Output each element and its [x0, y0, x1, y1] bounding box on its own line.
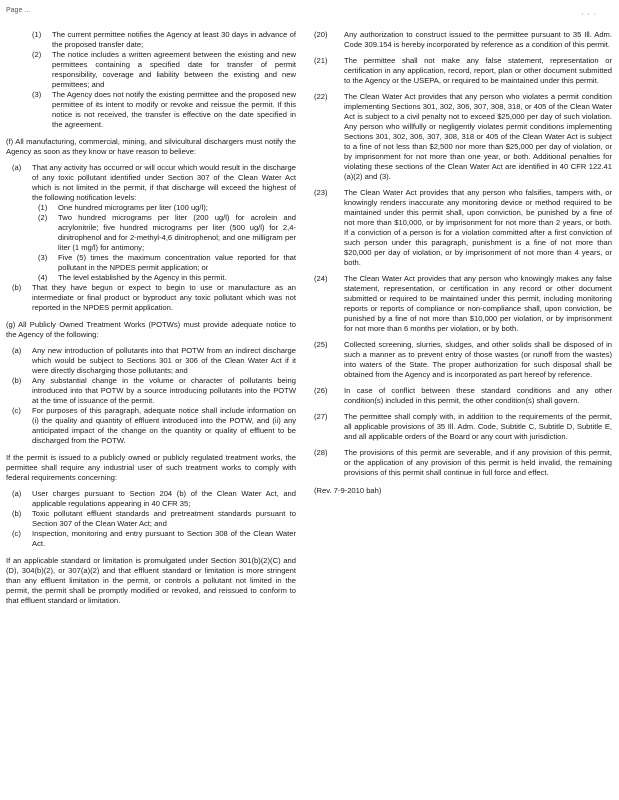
condition-item: (24) The Clean Water Act provides that any person who knowingly makes any false statement, representation, or certification in any record or other document submitted or required to be maintained under this permit, including monitoring reports or reports of compliance or non-compliance shall, upon conviction, be punished by a fine of not more than $10,000 per violation, or by imprisonment for not more than 6 months per violation, or by both. — [314, 274, 612, 333]
section-intro: (g) All Publicly Owned Treatment Works (POTWs) must provide adequate notice to the Agency of the following: — [6, 320, 296, 339]
revision-note: (Rev. 7-9-2010 bah) — [314, 486, 382, 495]
section-intro: (f) All manufacturing, commercial, mining, and silvicultural dischargers must notify the Agency as soon as they know or have reason to believe: — [6, 137, 296, 156]
list-item: (1) One hundred micrograms per liter (100 ug/l); — [38, 203, 208, 212]
list-item: (b) That they have begun or expect to begin to use or manufacture as an intermediate or final product or byproduct any toxic pollutant which was not reported in the NPDES permit application. — [12, 283, 296, 312]
right-column — [314, 30, 612, 496]
condition-item: (21) The permittee shall not make any false statement, representation or certification in any application, record, report, plan or other document submitted to the Agency or the USEPA, or required to be maintained under this permit. — [314, 56, 612, 85]
section-effluent-standard: If an applicable standard or limitation is promulgated under Section 301(b)(2)(C) and (D), 304(b)(2), or 307(a)(2) and that effluent standard or limitation is more stringent than any effluent limitation in the permit, or controls a pollutant not limited in the permit, the permit shall be promptly modified or revoked, and reissued to conform to that effluent standard or limitation. — [6, 556, 296, 605]
list-item: (a) User charges pursuant to Section 204 (b) of the Clean Water Act, and applicable regulations appearing in 40 CFR 35; — [12, 489, 296, 508]
section-dischargers-notify — [6, 137, 296, 313]
condition-item: (20) Any authorization to construct issued to the permittee pursuant to 35 Ill. Adm. Code 309.154 is hereby incorporated by reference as a condition of this permit. — [314, 30, 612, 49]
list-item: (c) Inspection, monitoring and entry pursuant to Section 308 of the Clean Water Act. — [12, 529, 296, 548]
condition-item: (25) Collected screening, slurries, sludges, and other solids shall be disposed of in such a manner as to prevent entry of those wastes (or runoff from the wastes) into waters of the State. The proper authorization for such disposal shall be obtained from the Agency and is incorporated as part hereof by reference. — [314, 340, 612, 379]
list-item: (1) The current permittee notifies the Agency at least 30 days in advance of the proposed transfer date; — [32, 30, 296, 49]
list-item: (a) That any activity has occurred or will occur which would result in the discharge of any toxic pollutant identified under Section 307 of the Clean Water Act which is not limited in the permit, if that discharge will exceed the highest of the following notification levels: — [12, 163, 296, 202]
condition-item: (26) In case of conflict between these standard conditions and any other condition(s) included in this permit, the other condition(s) shall govern. — [314, 386, 612, 405]
transfer-conditions-list — [6, 30, 296, 130]
corner-mark: · · · — [581, 11, 597, 18]
condition-item: (27) The permittee shall comply with, in addition to the requirements of the permit, all applicable provisions of 35 Ill. Adm. Code, Subtitle C, Subtitle D, Subtitle E, and all applicable orders of the Board or any court with jurisdiction. — [314, 412, 612, 441]
list-item: (3) Five (5) times the maximum concentration value reported for that pollutant in the NPDES permit application; or — [38, 253, 296, 272]
list-item: (4) The level established by the Agency in this permit. — [38, 273, 227, 282]
condition-item: (28) The provisions of this permit are severable, and if any provision of this permit, or the application of any provision of this permit is held invalid, the remaining provisions of this permit shall continue in full force and effect. — [314, 448, 612, 477]
list-item: (2) The notice includes a written agreement between the existing and new permittees containing a specified date for transfer of permit responsibility, coverage and liability between the existing and new permittees; and — [32, 50, 296, 89]
left-column — [6, 30, 296, 612]
list-item: (c) For purposes of this paragraph, adequate notice shall include information on (i) the quality and quantity of effluent introduced into the POTW, and (ii) any anticipated impact of the change on the quantity or quality of effluent to be discharged from the POTW. — [12, 406, 296, 445]
section-potw-notice — [6, 320, 296, 446]
list-item: (b) Toxic pollutant effluent standards and pretreatment standards pursuant to Section 307 of the Clean Water Act; and — [12, 509, 296, 528]
condition-item: (23) The Clean Water Act provides that any person who falsifies, tampers with, or knowingly renders inaccurate any monitoring device or method required to be maintained under this permit shall, upon conviction, be punished by a fine of not more than $10,000, or by imprisonment for not more than 2 years, or both. If a conviction of a person is for a violation committed after a first conviction of such person under this paragraph, punishment is a fine of not more than $20,000 per day of violation, or by imprisonment of not more than 4 years, or both. — [314, 188, 612, 267]
list-item: (a) Any new introduction of pollutants into that POTW from an indirect discharge which would be subject to Sections 301 or 306 of the Clean Water Act if it were directly discharging those pollutants; and — [12, 346, 296, 375]
section-intro: If the permit is issued to a publicly owned or publicly regulated treatment works, the permittee shall require any industrial user of such treatment works to comply with federal requirements concerning: — [6, 453, 296, 482]
page-marker: Page ... — [6, 7, 31, 14]
list-item: (b) Any substantial change in the volume or character of pollutants being introduced into that POTW by a source introducing pollutants into the POTW at the time of issuance of the permit. — [12, 376, 296, 405]
list-item: (3) The Agency does not notify the existing permittee and the proposed new permittee of its intent to modify or revoke and reissue the permit. If this notice is not received, the transfer is effective on the date specified in the agreement. — [32, 90, 296, 129]
section-industrial-users — [6, 453, 296, 549]
condition-item: (22) The Clean Water Act provides that any person who violates a permit condition implementing Sections 301, 302, 306, 307, 308, 318, or 405 of the Clean Water Act is subject to a civil penalty not to exceed $25,000 per day of such violation. Any person who willfully or negligently violates permit conditions implementing Sections 301, 302, 306, 307, 308, 318 or 405 of the Clean Water Act is subject to a fine of not less than $2,500 nor more than $25,000 per day of violation, or by imprisonment for not more than one year, or both. Additional penalties for violating these sections of the Clean Water Act are identified in 40 CFR 122.41 (a)(2) and (3). — [314, 92, 612, 181]
list-item: (2) Two hundred micrograms per liter (200 ug/l) for acrolein and acrylonitrile; five hundred micrograms per liter (500 ug/l) for 2,4-dinitrophenol and for 2-methyl-4,6 dinitrophenol; and one milligram per liter (1 mg/l) for antimony; — [38, 213, 296, 252]
